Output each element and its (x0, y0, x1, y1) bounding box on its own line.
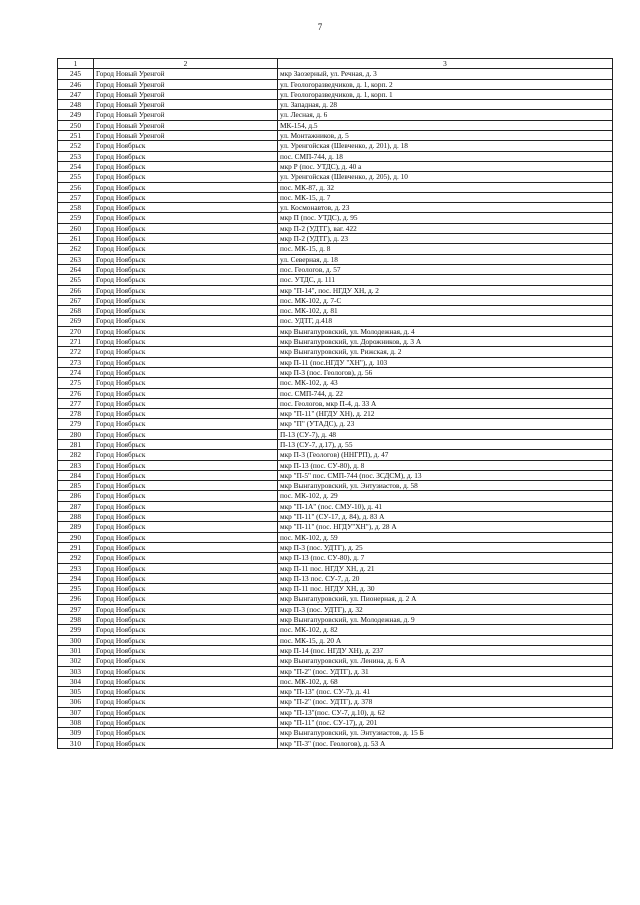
table-row (58, 316, 613, 326)
address-cell: мкр П-13 пос. СУ-7, д. 20 (278, 573, 613, 583)
row-number: 248 (58, 100, 94, 110)
table-row (58, 645, 613, 655)
city-cell: Город Ноябрьск (94, 481, 278, 491)
table-row (58, 347, 613, 357)
table-row (58, 625, 613, 635)
address-cell: ул. Лесная, д. 6 (278, 110, 613, 120)
row-number: 253 (58, 151, 94, 161)
row-number: 265 (58, 275, 94, 285)
table-row (58, 697, 613, 707)
row-number: 284 (58, 470, 94, 480)
row-number: 271 (58, 337, 94, 347)
city-cell: Город Ноябрьск (94, 584, 278, 594)
city-cell: Город Ноябрьск (94, 625, 278, 635)
table-row (58, 337, 613, 347)
address-cell: мкр "П-11" (пос. СУ-17), д. 201 (278, 718, 613, 728)
row-number: 254 (58, 161, 94, 171)
city-cell: Город Ноябрьск (94, 429, 278, 439)
row-number: 255 (58, 172, 94, 182)
address-cell: пос. МК-102, д. 82 (278, 625, 613, 635)
row-number: 266 (58, 285, 94, 295)
city-cell: Город Ноябрьск (94, 192, 278, 202)
table-row (58, 481, 613, 491)
address-table (57, 58, 613, 749)
address-cell: П-13 (СУ-7, д.17), д. 55 (278, 439, 613, 449)
row-number: 246 (58, 79, 94, 89)
address-cell: мкр Вынгапуровский, ул. Энтузиастов, д. 15 Б (278, 728, 613, 738)
city-cell: Город Ноябрьск (94, 357, 278, 367)
row-number: 259 (58, 213, 94, 223)
city-cell: Город Ноябрьск (94, 254, 278, 264)
table-row (58, 532, 613, 542)
row-number: 273 (58, 357, 94, 367)
table-row (58, 563, 613, 573)
table-row (58, 244, 613, 254)
row-number: 275 (58, 378, 94, 388)
address-cell: мкр П-3 (пос. УДТГ), д. 32 (278, 604, 613, 614)
row-number: 272 (58, 347, 94, 357)
table-row (58, 450, 613, 460)
row-number: 292 (58, 553, 94, 563)
table-row (58, 728, 613, 738)
row-number: 269 (58, 316, 94, 326)
address-cell: пос. СМП-744, д. 18 (278, 151, 613, 161)
table-row (58, 378, 613, 388)
address-cell: мкр Вынгапуровский, ул. Ленина, д. 6 А (278, 656, 613, 666)
table-row (58, 718, 613, 728)
city-cell: Город Ноябрьск (94, 326, 278, 336)
row-number: 264 (58, 264, 94, 274)
table-row (58, 542, 613, 552)
table-row (58, 439, 613, 449)
address-cell: ул. Монтажников, д. 5 (278, 131, 613, 141)
address-cell: мкр Вынгапуровский, ул. Молодежная, д. 9 (278, 615, 613, 625)
address-cell: пос. СМП-744, д. 22 (278, 388, 613, 398)
address-cell: мкр "П-5" пос. СМП-744 (пос. ЗСДСМ), д. 13 (278, 470, 613, 480)
city-cell: Город Ноябрьск (94, 398, 278, 408)
city-cell: Город Новый Уренгой (94, 131, 278, 141)
row-number: 285 (58, 481, 94, 491)
city-cell: Город Ноябрьск (94, 718, 278, 728)
row-number: 290 (58, 532, 94, 542)
row-number: 286 (58, 491, 94, 501)
address-cell: мкр Заозерный, ул. Речная, д. 3 (278, 69, 613, 79)
row-number: 297 (58, 604, 94, 614)
table-row (58, 141, 613, 151)
row-number: 245 (58, 69, 94, 79)
address-cell: пос. УТДС, д. 111 (278, 275, 613, 285)
city-cell: Город Ноябрьск (94, 470, 278, 480)
table-row (58, 553, 613, 563)
address-cell: мкр "П-11" (пос. НГДУ"ХН"), д. 28 А (278, 522, 613, 532)
city-cell: Город Ноябрьск (94, 604, 278, 614)
row-number: 274 (58, 367, 94, 377)
table-row (58, 594, 613, 604)
address-cell: пос. МК-102, д. 68 (278, 676, 613, 686)
address-cell: мкр "П-11" (СУ-17, д. 84), д. 83 А (278, 512, 613, 522)
column-header-1: 1 (58, 59, 94, 69)
address-cell: МК-154, д.5 (278, 120, 613, 130)
table-row (58, 100, 613, 110)
address-cell: мкр Р (пос. УТДС), д. 40 а (278, 161, 613, 171)
table-row (58, 192, 613, 202)
city-cell: Город Новый Уренгой (94, 69, 278, 79)
city-cell: Город Ноябрьск (94, 553, 278, 563)
table-row (58, 687, 613, 697)
table-row (58, 615, 613, 625)
row-number: 310 (58, 738, 94, 748)
city-cell: Город Новый Уренгой (94, 79, 278, 89)
address-cell: мкр П-11 пос. НГДУ ХН, д. 30 (278, 584, 613, 594)
table-row (58, 89, 613, 99)
city-cell: Город Новый Уренгой (94, 89, 278, 99)
city-cell: Город Новый Уренгой (94, 100, 278, 110)
table-row (58, 512, 613, 522)
row-number: 263 (58, 254, 94, 264)
table-row (58, 635, 613, 645)
table-row (58, 676, 613, 686)
row-number: 278 (58, 409, 94, 419)
address-cell: пос. Геологов, мкр П-4, д. 33 А (278, 398, 613, 408)
table-row (58, 573, 613, 583)
city-cell: Город Ноябрьск (94, 264, 278, 274)
city-cell: Город Ноябрьск (94, 439, 278, 449)
city-cell: Город Ноябрьск (94, 388, 278, 398)
address-cell: мкр П-3 (пос. Геологов), д. 56 (278, 367, 613, 377)
address-cell: мкр "П-2" (пос. УДТГ), д. 31 (278, 666, 613, 676)
table-row (58, 604, 613, 614)
address-cell: мкр "П-2" (пос. УДТГ), д. 378 (278, 697, 613, 707)
table-row (58, 213, 613, 223)
address-cell: мкр "П-13" (пос. СУ-7), д. 41 (278, 687, 613, 697)
city-cell: Город Ноябрьск (94, 542, 278, 552)
row-number: 256 (58, 182, 94, 192)
row-number: 262 (58, 244, 94, 254)
address-cell: мкр "П-1А" (пос. СМУ-10), д. 41 (278, 501, 613, 511)
row-number: 279 (58, 419, 94, 429)
table-row (58, 388, 613, 398)
address-cell: мкр "П-11" (НГДУ ХН), д. 212 (278, 409, 613, 419)
address-cell: пос. МК-102, д. 81 (278, 306, 613, 316)
row-number: 268 (58, 306, 94, 316)
table-row (58, 326, 613, 336)
address-cell: П-13 (СУ-7), д. 48 (278, 429, 613, 439)
city-cell: Город Ноябрьск (94, 707, 278, 717)
row-number: 293 (58, 563, 94, 573)
city-cell: Город Ноябрьск (94, 419, 278, 429)
address-cell: мкр "П-13"(пос. СУ-7, д.10), д. 62 (278, 707, 613, 717)
address-cell: мкр П-11 пос. НГДУ ХН, д. 21 (278, 563, 613, 573)
row-number: 267 (58, 295, 94, 305)
city-cell: Город Ноябрьск (94, 213, 278, 223)
table-row (58, 120, 613, 130)
row-number: 282 (58, 450, 94, 460)
city-cell: Город Ноябрьск (94, 285, 278, 295)
city-cell: Город Ноябрьск (94, 275, 278, 285)
table-row (58, 110, 613, 120)
address-cell: пос. МК-15, д. 20 А (278, 635, 613, 645)
row-number: 306 (58, 697, 94, 707)
table-row (58, 79, 613, 89)
table-row (58, 656, 613, 666)
city-cell: Город Ноябрьск (94, 687, 278, 697)
city-cell: Город Ноябрьск (94, 234, 278, 244)
city-cell: Город Ноябрьск (94, 728, 278, 738)
address-cell: мкр П-3 (Геологов) (ННГРП), д. 47 (278, 450, 613, 460)
city-cell: Город Ноябрьск (94, 738, 278, 748)
city-cell: Город Ноябрьск (94, 316, 278, 326)
city-cell: Город Ноябрьск (94, 295, 278, 305)
city-cell: Город Ноябрьск (94, 645, 278, 655)
address-cell: пос. Геологов, д. 57 (278, 264, 613, 274)
row-number: 300 (58, 635, 94, 645)
city-cell: Город Ноябрьск (94, 573, 278, 583)
row-number: 276 (58, 388, 94, 398)
city-cell: Город Новый Уренгой (94, 110, 278, 120)
row-number: 280 (58, 429, 94, 439)
address-cell: ул. Геологоразведчиков, д. 1, корп. 2 (278, 79, 613, 89)
row-number: 289 (58, 522, 94, 532)
city-cell: Город Ноябрьск (94, 378, 278, 388)
table-row (58, 357, 613, 367)
table-row (58, 367, 613, 377)
address-cell: мкр П-2 (УДТГ), ваг. 422 (278, 223, 613, 233)
table-row (58, 460, 613, 470)
row-number: 287 (58, 501, 94, 511)
table-row (58, 254, 613, 264)
table-row (58, 491, 613, 501)
row-number: 261 (58, 234, 94, 244)
row-number: 283 (58, 460, 94, 470)
table-row (58, 398, 613, 408)
address-cell: мкр П-3 (пос. УДТГ), д. 25 (278, 542, 613, 552)
table-row (58, 264, 613, 274)
city-cell: Город Ноябрьск (94, 594, 278, 604)
table-row (58, 295, 613, 305)
address-cell: мкр "П-14", пос. НГДУ ХН, д. 2 (278, 285, 613, 295)
city-cell: Город Ноябрьск (94, 676, 278, 686)
address-cell: мкр П-11 (пос.НГДУ "ХН"), д. 103 (278, 357, 613, 367)
table-row (58, 161, 613, 171)
address-cell: мкр П-2 (УДТГ), д. 23 (278, 234, 613, 244)
city-cell: Город Ноябрьск (94, 409, 278, 419)
table-row (58, 522, 613, 532)
address-cell: пос. МК-15, д. 8 (278, 244, 613, 254)
address-cell: пос. МК-15, д. 7 (278, 192, 613, 202)
table-row (58, 306, 613, 316)
column-header-2: 2 (94, 59, 278, 69)
table-row (58, 470, 613, 480)
table-header-row (58, 59, 613, 69)
city-cell: Город Ноябрьск (94, 615, 278, 625)
city-cell: Город Новый Уренгой (94, 120, 278, 130)
row-number: 277 (58, 398, 94, 408)
table-row (58, 131, 613, 141)
address-cell: ул. Северная, д. 18 (278, 254, 613, 264)
row-number: 301 (58, 645, 94, 655)
row-number: 291 (58, 542, 94, 552)
row-number: 299 (58, 625, 94, 635)
table-row (58, 707, 613, 717)
city-cell: Город Ноябрьск (94, 347, 278, 357)
address-cell: мкр П-13 (пос. СУ-80), д. 7 (278, 553, 613, 563)
city-cell: Город Ноябрьск (94, 223, 278, 233)
row-number: 307 (58, 707, 94, 717)
city-cell: Город Ноябрьск (94, 501, 278, 511)
address-cell: мкр Вынгапуровский, ул. Дорожников, д. 3 А (278, 337, 613, 347)
address-cell: пос. УДТГ, д.418 (278, 316, 613, 326)
city-cell: Город Ноябрьск (94, 666, 278, 676)
page-number: 7 (317, 22, 323, 32)
row-number: 251 (58, 131, 94, 141)
city-cell: Город Ноябрьск (94, 367, 278, 377)
row-number: 294 (58, 573, 94, 583)
table-row (58, 223, 613, 233)
city-cell: Город Ноябрьск (94, 306, 278, 316)
table-row (58, 285, 613, 295)
row-number: 247 (58, 89, 94, 99)
table-row (58, 584, 613, 594)
row-number: 308 (58, 718, 94, 728)
address-cell: мкр Вынгапуровский, ул. Энтузиастов, д. 58 (278, 481, 613, 491)
city-cell: Город Ноябрьск (94, 450, 278, 460)
city-cell: Город Ноябрьск (94, 532, 278, 542)
table-row (58, 501, 613, 511)
address-cell: пос. МК-102, д. 29 (278, 491, 613, 501)
row-number: 250 (58, 120, 94, 130)
table-row (58, 69, 613, 79)
table-row (58, 234, 613, 244)
row-number: 304 (58, 676, 94, 686)
city-cell: Город Ноябрьск (94, 161, 278, 171)
address-cell: мкр Вынгапуровский, ул. Молодежная, д. 4 (278, 326, 613, 336)
city-cell: Город Ноябрьск (94, 244, 278, 254)
address-cell: ул. Уренгойская (Шевченко, д. 201), д. 18 (278, 141, 613, 151)
city-cell: Город Ноябрьск (94, 563, 278, 573)
address-cell: ул. Геологоразведчиков, д. 1, корп. 1 (278, 89, 613, 99)
address-cell: пос. МК-102, д. 43 (278, 378, 613, 388)
address-cell: мкр Вынгапуровский, ул. Рижская, д. 2 (278, 347, 613, 357)
table-row (58, 738, 613, 748)
row-number: 303 (58, 666, 94, 676)
city-cell: Город Ноябрьск (94, 697, 278, 707)
row-number: 288 (58, 512, 94, 522)
table-row (58, 275, 613, 285)
row-number: 258 (58, 203, 94, 213)
table-row (58, 203, 613, 213)
row-number: 305 (58, 687, 94, 697)
city-cell: Город Ноябрьск (94, 203, 278, 213)
city-cell: Город Ноябрьск (94, 151, 278, 161)
address-cell: пос. МК-87, д. 32 (278, 182, 613, 192)
city-cell: Город Ноябрьск (94, 182, 278, 192)
city-cell: Город Ноябрьск (94, 656, 278, 666)
city-cell: Город Ноябрьск (94, 491, 278, 501)
address-cell: мкр П-13 (пос. СУ-80), д. 8 (278, 460, 613, 470)
table-row (58, 419, 613, 429)
city-cell: Город Ноябрьск (94, 460, 278, 470)
row-number: 270 (58, 326, 94, 336)
address-cell: мкр Вынгапуровский, ул. Пионерная, д. 2 А (278, 594, 613, 604)
table-row (58, 172, 613, 182)
city-cell: Город Ноябрьск (94, 172, 278, 182)
row-number: 295 (58, 584, 94, 594)
address-cell: мкр "П" (УТАДС), д. 23 (278, 419, 613, 429)
row-number: 281 (58, 439, 94, 449)
row-number: 309 (58, 728, 94, 738)
address-cell: пос. МК-102, д. 59 (278, 532, 613, 542)
address-cell: мкр "П-3" (пос. Геологов), д. 53 А (278, 738, 613, 748)
row-number: 298 (58, 615, 94, 625)
address-cell: ул. Уренгойская (Шевченко, д. 205), д. 10 (278, 172, 613, 182)
table-row (58, 409, 613, 419)
address-cell: пос. МК-102, д. 7-С (278, 295, 613, 305)
address-cell: ул. Космонавтов, д. 23 (278, 203, 613, 213)
table-row (58, 182, 613, 192)
row-number: 252 (58, 141, 94, 151)
table-row (58, 151, 613, 161)
row-number: 257 (58, 192, 94, 202)
address-cell: мкр П (пос. УТДС), д. 95 (278, 213, 613, 223)
city-cell: Город Ноябрьск (94, 522, 278, 532)
city-cell: Город Ноябрьск (94, 337, 278, 347)
table-row (58, 429, 613, 439)
city-cell: Город Ноябрьск (94, 635, 278, 645)
row-number: 296 (58, 594, 94, 604)
address-cell: ул. Западная, д. 28 (278, 100, 613, 110)
table-row (58, 666, 613, 676)
address-cell: мкр П-14 (пос. НГДУ ХН), д. 237 (278, 645, 613, 655)
city-cell: Город Ноябрьск (94, 141, 278, 151)
column-header-3: 3 (278, 59, 613, 69)
row-number: 302 (58, 656, 94, 666)
row-number: 260 (58, 223, 94, 233)
city-cell: Город Ноябрьск (94, 512, 278, 522)
row-number: 249 (58, 110, 94, 120)
